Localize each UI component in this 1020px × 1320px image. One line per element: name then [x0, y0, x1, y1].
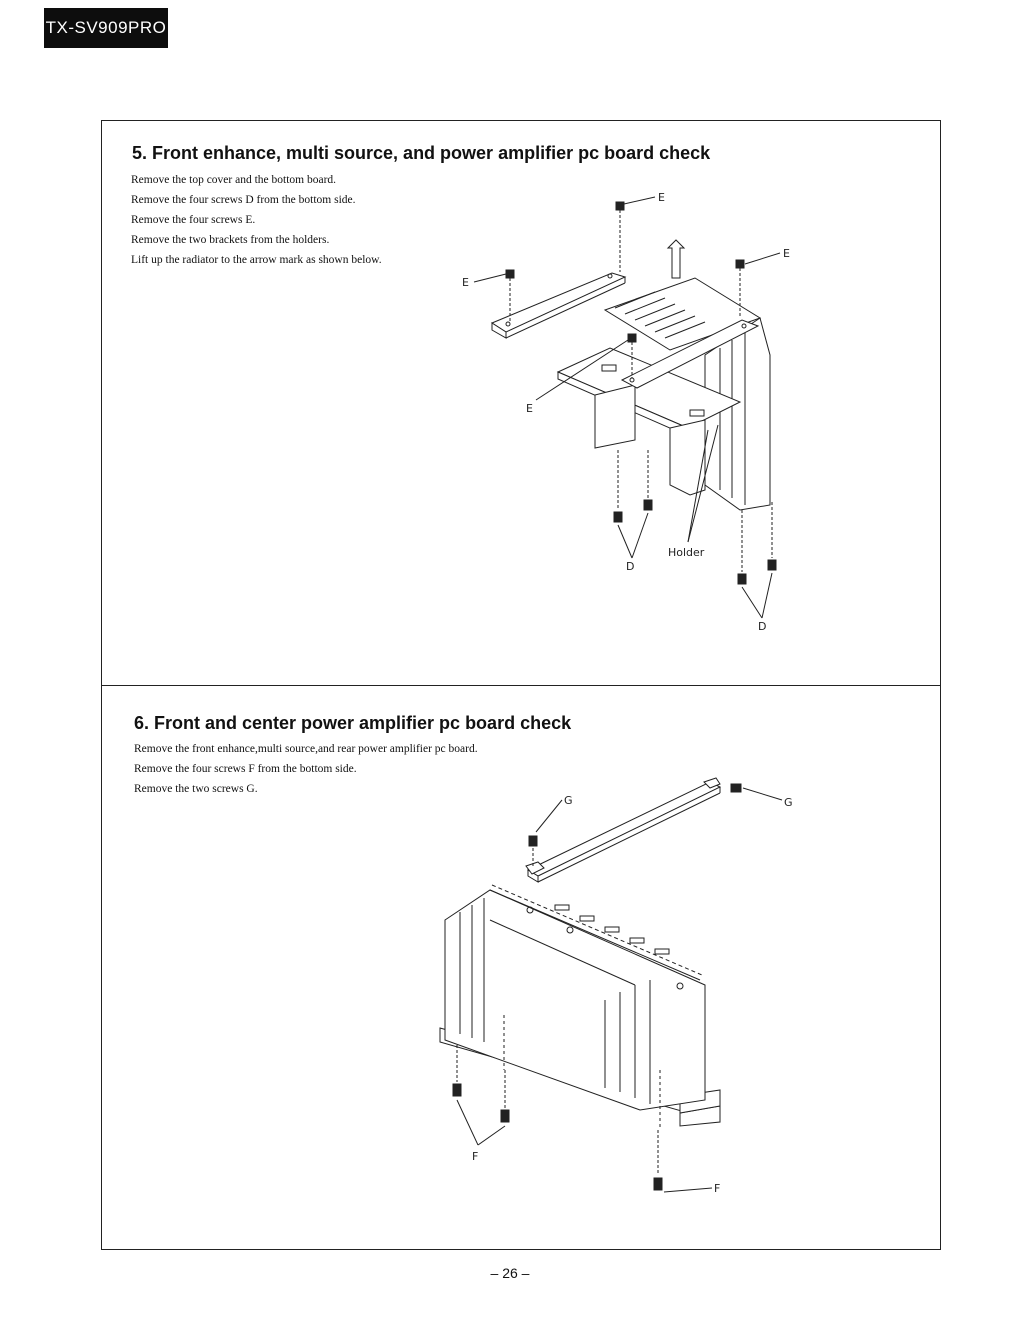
label-g-2: G — [784, 796, 793, 809]
label-e-1: E — [658, 191, 665, 204]
lift-arrow-icon — [668, 240, 684, 278]
section-5-step: Remove the two brackets from the holders. — [131, 234, 330, 246]
section-6-step: Remove the front enhance,multi source,and rear power amplifier pc board. — [134, 743, 478, 755]
model-number-tag: TX-SV909PRO — [44, 8, 168, 48]
section-5-step: Lift up the radiator to the arrow mark as shown below. — [131, 254, 382, 266]
amplifier-chassis — [440, 885, 720, 1130]
section-6-steps — [134, 739, 478, 799]
label-holder: Holder — [668, 546, 705, 559]
section-6-step: Remove the four screws F from the bottom side. — [134, 763, 357, 775]
label-e-4: E — [526, 402, 533, 415]
section-5-diagram — [440, 180, 820, 640]
label-g-1: G — [564, 794, 573, 807]
label-d-2: D — [758, 620, 767, 633]
page-number: – 26 – — [490, 1265, 530, 1281]
section-6-diagram — [430, 770, 820, 1210]
section-5-title: 5. Front enhance, multi source, and power amplifier pc board check — [132, 143, 711, 163]
label-e-2: E — [783, 247, 790, 260]
label-f-2: F — [714, 1182, 721, 1195]
top-bracket-rail — [526, 778, 720, 882]
section-5-step: Remove the four screws D from the bottom side. — [131, 194, 356, 206]
label-f-1: F — [472, 1150, 479, 1163]
section-6-title: 6. Front and center power amplifier pc board check — [134, 713, 572, 733]
section-6-step: Remove the two screws G. — [134, 783, 258, 795]
label-d-1: D — [626, 560, 635, 573]
section-divider — [101, 685, 941, 686]
section-5-step: Remove the four screws E. — [131, 214, 256, 226]
bracket-left — [492, 273, 625, 338]
section-5-steps — [131, 170, 382, 270]
section-5-step: Remove the top cover and the bottom board. — [131, 174, 337, 186]
label-e-3: E — [462, 276, 469, 289]
